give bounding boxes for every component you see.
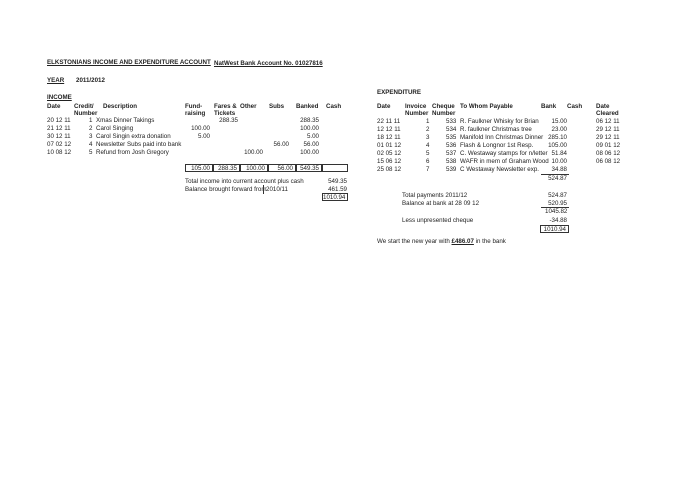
row-invoice: 4 <box>426 142 430 149</box>
row-banked: 100.00 <box>300 149 319 156</box>
row-date: 10 08 12 <box>47 149 72 156</box>
row-description: Newsletter Subs paid into bank <box>96 141 182 148</box>
row-cheque: 537 <box>446 150 457 157</box>
row-date: 07 02 12 <box>47 141 72 148</box>
col-invoice: Invoice <box>405 103 427 110</box>
row-banked: 56.00 <box>303 141 319 148</box>
row-number: 4 <box>89 141 93 148</box>
col-payee: To Whom Payable <box>460 103 513 110</box>
row-number: 5 <box>89 149 93 156</box>
col-cheque: Cheque <box>432 103 455 110</box>
expenditure-heading: EXPENDITURE <box>377 89 422 96</box>
row-date: 18 12 11 <box>377 134 401 141</box>
col-cash: Cash <box>326 103 342 110</box>
note-amount: £486.07 <box>451 238 474 245</box>
row-payee: C. Westaway stamps for n/letter <box>460 150 548 157</box>
expenditure-sum: 1045.82 <box>545 208 568 215</box>
row-cheque: 535 <box>446 134 457 141</box>
note-prefix: We start the new year with <box>377 238 452 245</box>
divider <box>263 185 264 194</box>
summary-value: 461.59 <box>328 186 347 193</box>
row-subs: 56.00 <box>273 141 289 148</box>
row-fund: 5.00 <box>197 133 210 140</box>
col-date: Date <box>47 103 61 110</box>
row-number: 2 <box>89 125 93 132</box>
row-payee: WAFR in mem of Graham Wood <box>460 158 549 165</box>
row-description: Refund from Josh Gregory <box>96 149 169 156</box>
expenditure-subtotal: 524.87 <box>548 175 567 182</box>
row-date: 12 12 11 <box>377 126 401 133</box>
row-other: 100.00 <box>244 149 263 156</box>
col-cash: Cash <box>567 103 583 110</box>
account-title: ELKSTONIANS INCOME AND EXPENDITURE ACCOUNT <box>47 59 211 66</box>
row-bank: 51.84 <box>551 150 567 157</box>
row-cleared: 29 12 11 <box>596 126 620 133</box>
row-description: Carol Singin extra donation <box>96 133 171 140</box>
row-bank: 15.00 <box>551 118 567 125</box>
summary-value: 524.87 <box>548 192 567 199</box>
col-fund: Fund- <box>185 103 203 110</box>
income-grand-total: 1010.94 <box>322 193 348 201</box>
row-cheque: 533 <box>446 118 457 125</box>
col-credit: Credit/ <box>74 103 94 110</box>
summary-value: 520.95 <box>548 200 567 207</box>
row-cleared: 06 12 11 <box>596 118 620 125</box>
row-payee: R. Faulkner Whisky for Brian <box>460 118 539 125</box>
unpresented-value: -34.88 <box>549 217 567 224</box>
col-subs: Subs <box>269 103 285 110</box>
row-invoice: 6 <box>426 158 430 165</box>
col-date: Date <box>377 103 391 110</box>
row-description: Xmas Dinner Takings <box>96 117 155 124</box>
row-number: 1 <box>89 117 93 124</box>
total-subs: 56.00 <box>268 164 296 172</box>
bank-account-number: NatWest Bank Account No. 01027816 <box>214 60 323 67</box>
row-banked: 288.35 <box>300 117 319 124</box>
summary-label: Total payments 2011/12 <box>402 192 468 199</box>
row-cleared: 09 01 12 <box>596 142 621 149</box>
row-cheque: 539 <box>446 166 457 173</box>
row-cheque: 538 <box>446 158 457 165</box>
unpresented-label: Less unpresented cheque <box>402 217 474 224</box>
row-date: 21 12 11 <box>47 125 71 132</box>
row-payee: R. faulkner Christmas tree <box>460 126 532 133</box>
row-banked: 100.00 <box>300 125 319 132</box>
total-fund: 105.00 <box>185 164 213 172</box>
row-date: 25 08 12 <box>377 166 402 173</box>
col-invoice-number: Number <box>405 110 429 117</box>
row-date: 15 06 12 <box>377 158 402 165</box>
row-cleared: 29 12 11 <box>596 134 620 141</box>
row-payee: C Westaway Newsletter exp. <box>460 166 539 173</box>
row-cleared: 06 08 12 <box>596 158 621 165</box>
row-date: 01 01 12 <box>377 142 402 149</box>
row-invoice: 5 <box>426 150 430 157</box>
row-bank: 23.00 <box>551 126 567 133</box>
year-value: 2011/2012 <box>76 77 105 84</box>
total-other: 100.00 <box>240 164 268 172</box>
row-date: 02 05 12 <box>377 150 402 157</box>
summary-label: Total income into current account plus cash <box>185 178 304 185</box>
row-payee: Flash & Longnor 1st Resp. <box>460 142 534 149</box>
row-fares: 288.35 <box>219 117 238 124</box>
row-date: 22 11 11 <box>377 118 401 125</box>
col-tickets: Tickets <box>214 110 236 117</box>
col-raising: raising <box>185 110 206 117</box>
col-description: Description <box>103 103 138 110</box>
row-cleared: 08 06 12 <box>596 150 621 157</box>
summary-label: Balance brought forward from <box>185 186 267 193</box>
row-fund: 100.00 <box>191 125 210 132</box>
row-bank: 105.00 <box>548 142 567 149</box>
row-banked: 5.00 <box>306 133 319 140</box>
col-fares: Fares & <box>214 103 237 110</box>
row-bank: 10.00 <box>551 158 567 165</box>
summary-value: 549.35 <box>328 178 347 185</box>
total-banked: 549.35 <box>296 164 322 172</box>
row-invoice: 7 <box>426 166 430 173</box>
row-payee: Manifold Inn Christmas Dinner <box>460 134 544 141</box>
row-bank: 34.88 <box>551 166 567 173</box>
summary-year: 2010/11 <box>266 186 288 193</box>
row-cheque: 534 <box>446 126 457 133</box>
row-number: 3 <box>89 133 93 140</box>
row-invoice: 3 <box>426 134 430 141</box>
row-description: Carol Singing <box>96 125 134 132</box>
col-other: Other <box>240 103 257 110</box>
income-heading: INCOME <box>47 94 72 101</box>
col-cleared: Cleared <box>596 110 619 117</box>
row-invoice: 2 <box>426 126 430 133</box>
row-date: 20 12 11 <box>47 117 71 124</box>
expenditure-grand-total: 1010.94 <box>540 225 569 233</box>
col-cheque-number: Number <box>432 110 456 117</box>
row-date: 30 12 11 <box>47 133 71 140</box>
row-bank: 285.10 <box>548 134 567 141</box>
total-fares: 288.35 <box>213 164 240 172</box>
summary-label: Balance at bank at 28 09 12 <box>402 200 480 207</box>
col-number: Number <box>74 110 98 117</box>
row-cheque: 536 <box>446 142 457 149</box>
row-invoice: 1 <box>426 118 430 125</box>
total-cash <box>322 164 348 172</box>
note-suffix: in the bank <box>473 238 506 245</box>
col-banked: Banked <box>296 103 319 110</box>
year-end-note <box>377 238 506 245</box>
col-date-cleared: Date <box>596 103 610 110</box>
col-bank: Bank <box>541 103 557 110</box>
year-label: YEAR <box>47 77 65 84</box>
